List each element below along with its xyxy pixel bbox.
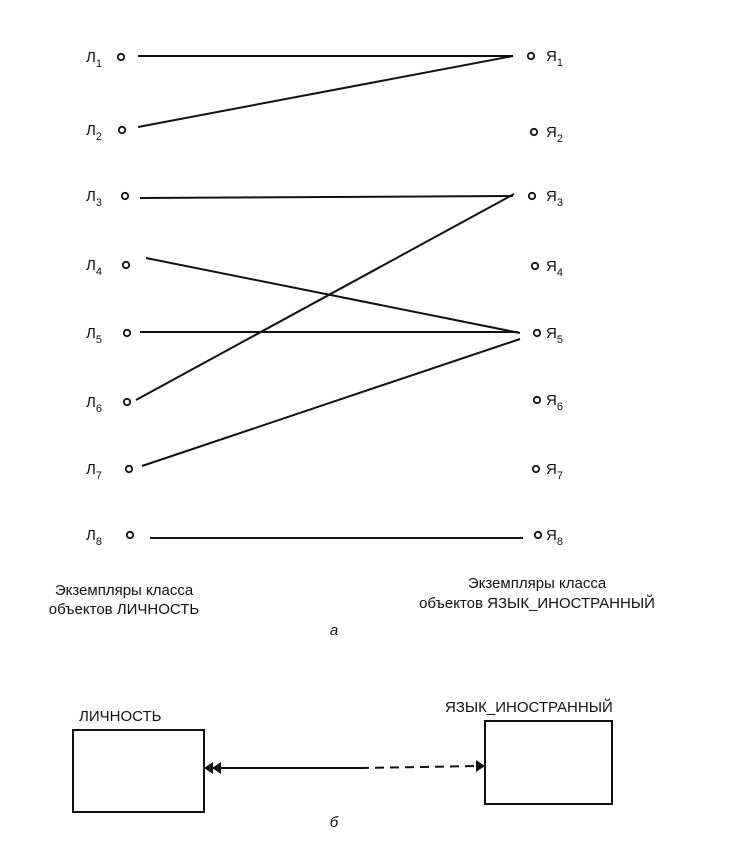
- right-label-base-5: Я: [546, 325, 557, 342]
- right-instance-label-1: [546, 48, 563, 69]
- left-instance-label-4: [86, 257, 102, 278]
- entity-left-box: [73, 730, 204, 812]
- right-instance-label-5: [546, 325, 563, 346]
- left-instance-4: [86, 257, 129, 278]
- left-instance-label-3: [86, 188, 102, 209]
- right-instance-label-8: [546, 527, 563, 548]
- figure-label-b: б: [329, 814, 339, 831]
- right-label-sub-2: 2: [556, 133, 563, 145]
- right-label-base-3: Я: [546, 188, 557, 205]
- left-caption-line-1: Экземпляры класса: [54, 582, 194, 599]
- right-node-4: [532, 263, 538, 269]
- left-label-sub-7: 7: [95, 470, 102, 482]
- left-node-3: [122, 193, 128, 199]
- left-node-4: [123, 262, 129, 268]
- left-instance-5: [86, 325, 130, 346]
- right-node-6: [534, 397, 540, 403]
- left-instance-label-7: [86, 461, 102, 482]
- left-instance-7: [86, 461, 132, 482]
- left-caption-line-2: объектов ЛИЧНОСТЬ: [48, 601, 200, 618]
- arrowhead-double-1: [204, 762, 213, 774]
- left-label-sub-8: 8: [95, 536, 102, 548]
- left-instance-8: [86, 527, 133, 548]
- right-label-sub-1: 1: [556, 57, 563, 69]
- right-node-5: [534, 330, 540, 336]
- left-instance-label-2: [86, 122, 102, 143]
- arrowhead-double-2: [212, 762, 221, 774]
- left-instance-label-8: [86, 527, 102, 548]
- entity-right-box: [485, 721, 612, 804]
- left-label-sub-3: 3: [95, 197, 102, 209]
- left-label-base-4: Л: [86, 257, 96, 274]
- right-instance-6: [534, 392, 563, 413]
- link-L4-R5: [146, 258, 520, 333]
- left-node-8: [127, 532, 133, 538]
- right-label-sub-6: 6: [556, 401, 563, 413]
- left-label-sub-5: 5: [95, 334, 102, 346]
- left-label-sub-4: 4: [95, 266, 102, 278]
- right-instance-1: [528, 48, 563, 69]
- right-node-1: [528, 53, 534, 59]
- left-label-sub-2: 2: [95, 131, 102, 143]
- left-instance-label-6: [86, 394, 102, 415]
- left-instance-6: [86, 394, 130, 415]
- right-node-7: [533, 466, 539, 472]
- left-instance-2: [86, 122, 125, 143]
- left-label-sub-1: 1: [95, 58, 102, 70]
- left-instance-label-1: [86, 49, 102, 70]
- left-label-base-1: Л: [86, 49, 96, 66]
- left-node-7: [126, 466, 132, 472]
- left-label-base-8: Л: [86, 527, 96, 544]
- right-node-2: [531, 129, 537, 135]
- right-label-sub-8: 8: [556, 536, 563, 548]
- left-label-base-6: Л: [86, 394, 96, 411]
- left-node-2: [119, 127, 125, 133]
- left-label-base-7: Л: [86, 461, 96, 478]
- relationship-connector: [204, 760, 485, 774]
- right-instance-label-2: [546, 124, 563, 145]
- right-caption-line-2: объектов ЯЗЫК_ИНОСТРАННЫЙ: [419, 595, 655, 612]
- right-label-base-2: Я: [546, 124, 557, 141]
- entity-right-label: ЯЗЫК_ИНОСТРАННЫЙ: [445, 699, 613, 716]
- left-label-base-5: Л: [86, 325, 96, 342]
- right-label-sub-3: 3: [556, 197, 563, 209]
- right-label-base-1: Я: [546, 48, 557, 65]
- link-L6-R3: [136, 194, 514, 400]
- right-instance-label-6: [546, 392, 563, 413]
- left-label-base-3: Л: [86, 188, 96, 205]
- right-node-3: [529, 193, 535, 199]
- right-label-sub-7: 7: [556, 470, 563, 482]
- left-node-1: [118, 54, 124, 60]
- left-instance-label-5: [86, 325, 102, 346]
- right-label-base-4: Я: [546, 258, 557, 275]
- right-instances: [528, 48, 563, 548]
- link-L3-R3: [140, 196, 513, 198]
- right-instance-8: [535, 527, 563, 548]
- right-instance-4: [532, 258, 563, 279]
- right-instance-3: [529, 188, 563, 209]
- left-label-base-2: Л: [86, 122, 96, 139]
- right-instance-2: [531, 124, 563, 145]
- right-instance-label-7: [546, 461, 563, 482]
- left-node-5: [124, 330, 130, 336]
- figure-label-a: а: [329, 622, 339, 639]
- left-instance-3: [86, 188, 128, 209]
- link-L7-R5: [142, 339, 520, 466]
- right-instance-label-3: [546, 188, 563, 209]
- link-L2-R1: [138, 56, 513, 127]
- right-label-sub-5: 5: [556, 334, 563, 346]
- entity-left-label: ЛИЧНОСТЬ: [79, 708, 162, 725]
- left-node-6: [124, 399, 130, 405]
- right-label-base-6: Я: [546, 392, 557, 409]
- arrowhead-single: [476, 760, 485, 772]
- right-label-sub-4: 4: [556, 267, 563, 279]
- left-instance-1: [86, 49, 124, 70]
- right-caption-line-1: Экземпляры класса: [467, 575, 607, 592]
- right-instance-label-4: [546, 258, 563, 279]
- left-instances: [86, 49, 133, 548]
- right-instance-5: [534, 325, 563, 346]
- left-label-sub-6: 6: [95, 403, 102, 415]
- right-instance-7: [533, 461, 563, 482]
- right-label-base-7: Я: [546, 461, 557, 478]
- right-node-8: [535, 532, 541, 538]
- link-lines: [136, 56, 523, 538]
- right-label-base-8: Я: [546, 527, 557, 544]
